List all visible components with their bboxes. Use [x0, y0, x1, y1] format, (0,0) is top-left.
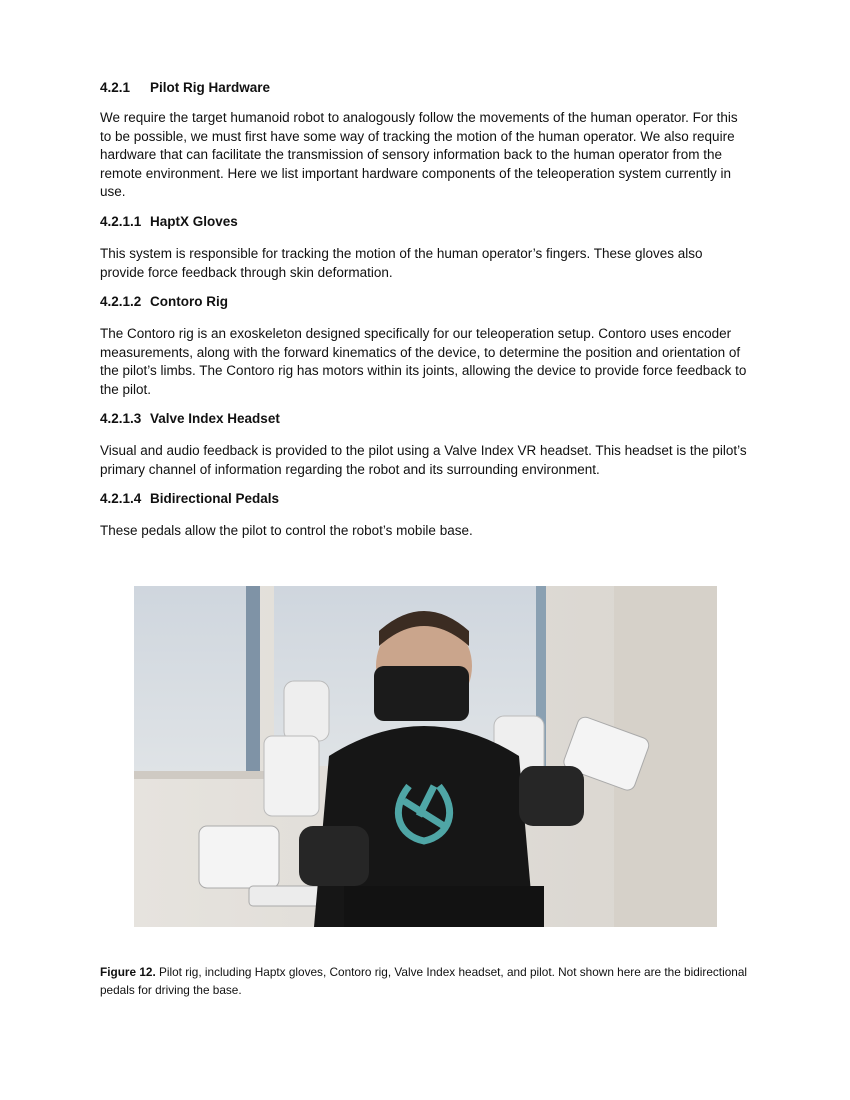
heading-number: 4.2.1.2 — [100, 294, 142, 309]
paragraph-haptx-gloves: This system is responsible for tracking the motion of the human operator’s fingers. These gloves also provide force feedback through skin deformation. — [100, 246, 703, 280]
window-sill — [134, 771, 274, 779]
heading-title: Bidirectional Pedals — [150, 491, 280, 506]
pilot-legs — [344, 886, 544, 927]
heading-title: Contoro Rig — [150, 294, 228, 309]
heading-title: HaptX Gloves — [150, 214, 238, 229]
haptx-glove-left — [299, 826, 369, 886]
heading-number: 4.2.1.1 — [100, 214, 142, 229]
haptx-glove-right — [519, 766, 584, 826]
figure-caption-text: Pilot rig, including Haptx gloves, Contoro rig, Valve Index headset, and pilot. Not shown here are the bidirectional pedals for driving the base. — [100, 965, 748, 997]
paragraph-pilot-rig: We require the target humanoid robot to analogously follow the movements of the human operator. For this to be possible, we must first have some way of tracking the motion of the human operator. We also require hardware that can facilitate the transmission of sensory information back to the human operator from the remote environment. Here we list important hardware components of the teleoperation system currently in use. — [100, 110, 738, 200]
paragraph-valve-index: Visual and audio feedback is provided to the pilot using a Valve Index VR headset. This headset is the pilot’s primary channel of information regarding the robot and its surrounding environment. — [100, 443, 747, 477]
heading-4-2-1-3 — [100, 411, 280, 426]
heading-4-2-1 — [100, 80, 270, 95]
robot-arm-left-box — [199, 826, 279, 888]
heading-title: Valve Index Headset — [150, 411, 280, 426]
paragraph-contoro-rig: The Contoro rig is an exoskeleton designed specifically for our teleoperation setup. Contoro uses encoder measurements, along with the forward kinematics of the device, to determine the position and orientation of the pilot’s limbs. The Contoro rig has motors within its joints, allowing the device to provide force feedback to the pilot. — [100, 326, 747, 397]
heading-4-2-1-4 — [100, 491, 279, 506]
vr-headset — [374, 666, 469, 721]
heading-number: 4.2.1.4 — [100, 491, 142, 506]
pilot-rig-photo — [134, 586, 717, 927]
heading-number: 4.2.1 — [100, 80, 131, 95]
heading-4-2-1-2 — [100, 294, 228, 309]
heading-title: Pilot Rig Hardware — [150, 80, 271, 95]
paragraph-pedals: These pedals allow the pilot to control the robot’s mobile base. — [100, 523, 473, 538]
heading-4-2-1-1 — [100, 214, 238, 229]
heading-number: 4.2.1.3 — [100, 411, 142, 426]
robot-arm-left-mid — [264, 736, 319, 816]
window-frame — [246, 586, 260, 776]
figure-label: Figure 12. — [100, 965, 156, 979]
robot-arm-left-upper — [284, 681, 329, 741]
figure-caption — [100, 964, 750, 999]
window-left — [134, 586, 249, 771]
